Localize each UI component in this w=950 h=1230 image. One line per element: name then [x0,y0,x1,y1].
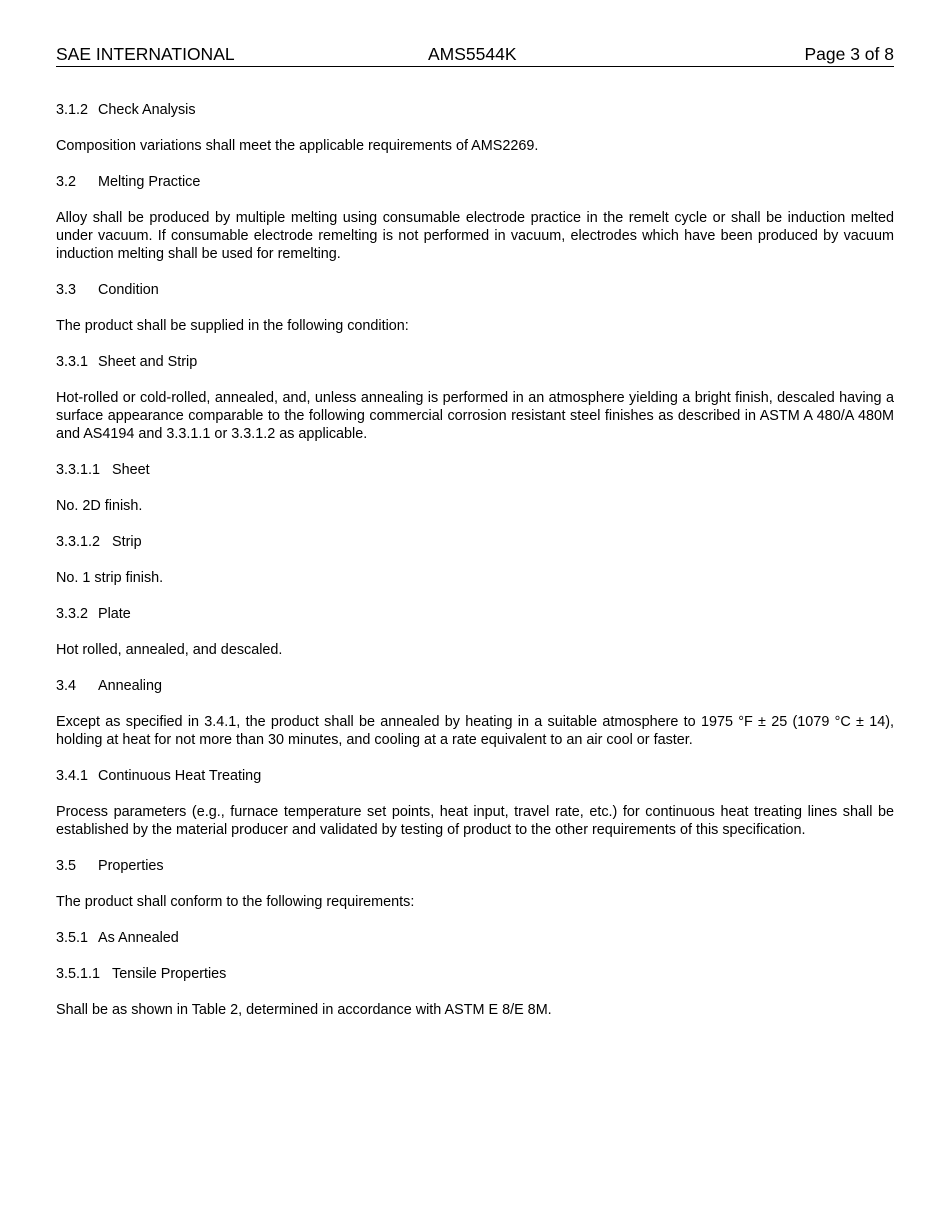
section-paragraph: Hot rolled, annealed, and descaled. [56,642,283,658]
section-number: 3.5.1.1 [56,966,101,982]
header-document-id: AMS5544K [428,44,517,64]
section-title: Properties [98,858,164,874]
section-paragraph: No. 2D finish. [56,498,143,514]
section-heading [56,605,894,623]
section-heading [56,173,894,191]
section-number: 3.4.1 [56,768,89,784]
section-number: 3.3 [56,282,77,298]
section-heading [56,965,894,983]
section-heading [56,353,894,371]
section-heading [56,533,894,551]
section-title: Continuous Heat Treating [98,768,262,784]
section-heading [56,857,894,875]
section-title: Strip [112,534,142,550]
section-title: Tensile Properties [112,966,227,982]
section-title: Condition [98,282,159,298]
section-paragraph: Shall be as shown in Table 2, determined in accordance with ASTM E 8/E 8M. [56,1002,552,1018]
section-number: 3.3.1 [56,354,89,370]
section-number: 3.3.1.2 [56,534,101,550]
section-number: 3.3.2 [56,606,89,622]
section-number: 3.5 [56,858,77,874]
section-paragraph: Process parameters (e.g., furnace temperature set points, heat input, travel rate, etc.) for continuous heat treating lines shall be established by the material producer and validated by testing of product to the other requirements of this specification. [56,804,894,838]
header-page-number: Page 3 of 8 [804,44,894,64]
section-title: Sheet [112,462,150,478]
section-paragraph: No. 1 strip finish. [56,570,164,586]
section-heading [56,101,894,119]
header-organization: SAE INTERNATIONAL [56,44,235,64]
section-paragraph: Composition variations shall meet the applicable requirements of AMS2269. [56,138,539,154]
section-number: 3.3.1.1 [56,462,101,478]
section-title: Sheet and Strip [98,354,198,370]
section-paragraph: The product shall be supplied in the following condition: [56,318,409,334]
section-title: Plate [98,606,131,622]
page-header [56,44,894,67]
section-paragraph: The product shall conform to the following requirements: [56,894,415,910]
section-heading [56,281,894,299]
section-number: 3.1.2 [56,102,89,118]
section-number: 3.2 [56,174,77,190]
section-paragraph: Alloy shall be produced by multiple melting using consumable electrode practice in the remelt cycle or shall be induction melted under vacuum. If consumable electrode remelting is not performed in vacuum, electrodes which have been produced by vacuum induction melting shall be used for remelting. [56,210,894,262]
section-title: Check Analysis [98,102,196,118]
section-number: 3.5.1 [56,930,89,946]
section-heading [56,767,894,785]
section-heading [56,677,894,695]
section-title: As Annealed [98,930,179,946]
section-number: 3.4 [56,678,77,694]
section-paragraph: Except as specified in 3.4.1, the product shall be annealed by heating in a suitable atmosphere to 1975 °F ± 25 (1079 °C ± 14), holding at heat for not more than 30 minutes, and cooling at a rate equivalent to an air cool or faster. [56,714,894,748]
section-title: Annealing [98,678,163,694]
section-paragraph: Hot-rolled or cold-rolled, annealed, and, unless annealing is performed in an atmosphere yielding a bright finish, descaled having a surface appearance comparable to the following commercial corrosion resistant steel finishes as described in ASTM A 480/A 480M and AS4194 and 3.3.1.1 or 3.3.1.2 as applicable. [56,390,894,442]
section-heading [56,461,894,479]
section-heading [56,929,894,947]
section-title: Melting Practice [98,174,201,190]
document-body [56,101,894,1037]
